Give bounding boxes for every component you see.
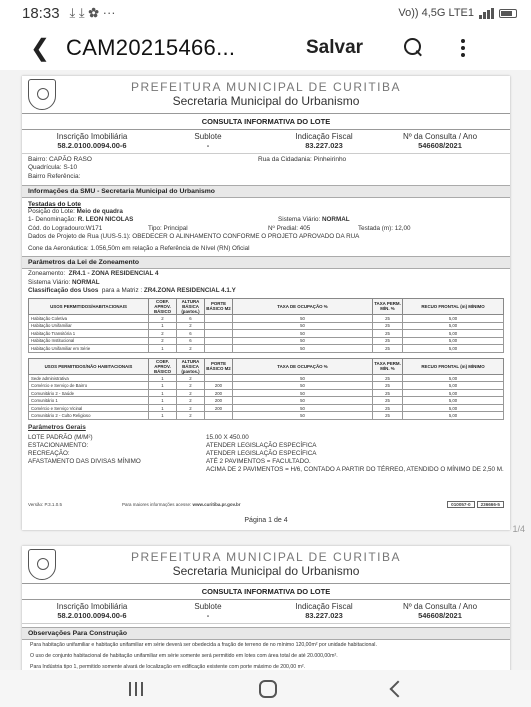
posicao-label: Posição do Lote: <box>28 207 75 215</box>
back-icon[interactable] <box>389 680 406 697</box>
table-cell: 25 <box>373 412 403 420</box>
table-cell: 6 <box>177 315 205 323</box>
search-icon[interactable] <box>403 37 425 59</box>
table-row <box>29 412 504 420</box>
classificacao-mid: para a Matriz : <box>101 287 143 295</box>
table-cell: 1 <box>149 412 177 420</box>
system-icons <box>398 7 517 19</box>
table-cell: 25 <box>373 330 403 338</box>
id-value: - <box>206 610 210 620</box>
table-row <box>29 345 504 353</box>
table-cell: 50 <box>233 382 373 390</box>
table-cell: 50 <box>233 404 373 412</box>
table-cell: Habitação Unifamiliar em Série <box>29 345 149 353</box>
id-label: Inscrição Imobiliária <box>56 602 128 611</box>
table-cell: 50 <box>233 397 373 405</box>
secretaria-heading: Secretaria Municipal do Urbanismo <box>172 564 360 578</box>
id-value: 83.227.023 <box>305 610 343 620</box>
table-cell: 50 <box>233 315 373 323</box>
table-cell: 50 <box>233 322 373 330</box>
sistema-viario-label: Sistema Viário: <box>278 216 321 224</box>
table-cell: 25 <box>373 315 403 323</box>
parametros-gerais <box>22 424 510 475</box>
param-value: ACIMA DE 2 PAVIMENTOS = H/6, CONTADO A PARTIR DO TÉRREO, ATENDIDO O MÍNIMO DE 2,50 M. <box>206 466 504 474</box>
table-cell: 1 <box>149 397 177 405</box>
table-header: TAXA PERM. MÍN. % <box>373 298 403 314</box>
denominacao-value: R. LEON NICOLAS <box>77 216 134 224</box>
param-key: ESTACIONAMENTO: <box>28 441 89 449</box>
versao: Versão: P.3.1.0.5 <box>28 502 62 507</box>
table-cell: 5,00 <box>403 404 504 412</box>
info-smu-title: Informações da SMU - Secretaria Municipal do Urbanismo <box>22 185 510 198</box>
table-cell: 200 <box>205 404 233 412</box>
rua-cidadania: Rua da Cidadania: Pinheirinho <box>258 155 347 163</box>
table-cell: 25 <box>373 404 403 412</box>
table-cell: 2 <box>177 412 205 420</box>
table-row <box>29 397 504 405</box>
app-bar <box>0 28 531 68</box>
id-value: 58.2.0100.0094.00-6 <box>57 140 127 150</box>
secretaria-heading: Secretaria Municipal do Urbanismo <box>172 94 360 108</box>
mais-info: Para maiores informações acesse: <box>121 502 192 507</box>
recent-apps-icon[interactable] <box>127 682 145 696</box>
param-value: ATENDER LEGISLAÇÃO ESPECÍFICA <box>206 449 317 457</box>
table-header: PORTE BÁSICO M2 <box>205 358 233 374</box>
back-arrow-icon[interactable]: ❮ <box>30 34 51 62</box>
table-row <box>29 337 504 345</box>
tipo: Tipo: Principal <box>148 224 188 232</box>
table-cell: 5,00 <box>403 345 504 353</box>
classificacao-value: ZR4.ZONA RESIDENCIAL 4.1.Y <box>143 287 236 295</box>
network-indicator: Vo)) 4,5G LTE1 <box>398 7 474 19</box>
document-title: CAM20215466... <box>66 35 236 60</box>
table-cell: 5,00 <box>403 315 504 323</box>
table-cell: 5,00 <box>403 389 504 397</box>
page-footer <box>22 501 510 508</box>
table-header: RECUO FRONTAL (m) MÍNIMO <box>403 298 504 314</box>
table-cell: Comunitário 1 <box>29 397 149 405</box>
table-row <box>29 322 504 330</box>
site-link[interactable]: www.curitiba.pr.gov.br <box>192 502 241 507</box>
table-header: ALTURA BÁSICA (pavtos.) <box>177 358 205 374</box>
parametros-title: Parâmetros da Lei de Zoneamento <box>22 256 510 269</box>
table-header: COEF. APROV. BÁSICO <box>149 358 177 374</box>
page-counter: 1/4 <box>512 524 525 534</box>
table-cell: 1 <box>149 322 177 330</box>
page-number: Página 1 de 4 <box>244 517 288 524</box>
obs-item: Para Indústria tipo 1, permitido somente alvará de localização em edificação existente com porte máximo de 200,00 m². <box>30 664 306 670</box>
table-cell: 2 <box>177 397 205 405</box>
table-cell: 1 <box>149 374 177 382</box>
denominacao-label: 1- Denominação: <box>28 216 76 224</box>
table-cell: 25 <box>373 389 403 397</box>
table-cell: Comércio e Serviço de Bairro <box>29 382 149 390</box>
table-header: COEF. APROV. BÁSICO <box>149 298 177 314</box>
table-cell: 50 <box>233 330 373 338</box>
id-row <box>22 600 510 624</box>
table-cell: 1 <box>149 345 177 353</box>
battery-icon <box>499 9 517 18</box>
table-cell: 50 <box>233 345 373 353</box>
testadas-title: Testadas do Lote <box>28 200 81 208</box>
table-cell: 25 <box>373 374 403 382</box>
sv-label: Sistema Viário: <box>28 278 71 286</box>
id-label: Sublote <box>194 602 222 611</box>
param-key: AFASTAMENTO DAS DIVISAS MÍNIMO <box>28 458 141 466</box>
bairro-referencia: Bairro Referência: <box>28 173 81 181</box>
table-cell: 5,00 <box>403 374 504 382</box>
table-row <box>29 382 504 390</box>
table-cell: Habitação Unifamiliar <box>29 322 149 330</box>
id-label: Nº da Consulta / Ano <box>402 132 478 141</box>
id-value: 546608/2021 <box>418 140 462 150</box>
table-cell: 25 <box>373 382 403 390</box>
table-header: TAXA PERM. MÍN. % <box>373 358 403 374</box>
table-cell: 1 <box>149 389 177 397</box>
signal-icon <box>479 8 494 19</box>
id-label: Inscrição Imobiliária <box>56 132 128 141</box>
table-header: TAXA DE OCUPAÇÃO % <box>233 358 373 374</box>
table-cell <box>205 315 233 323</box>
table-cell: 1 <box>149 382 177 390</box>
zoneamento-label: Zoneamento: <box>28 270 66 278</box>
posicao-value: Meio de quadra <box>76 207 123 215</box>
id-value: 58.2.0100.0094.00-6 <box>57 610 127 620</box>
obs-title: Observações Para Construção <box>22 627 510 640</box>
id-label: Nº da Consulta / Ano <box>402 602 478 611</box>
status-bar <box>0 0 531 26</box>
cod-logradouro: Cód. do Logradouro:W171 <box>28 224 103 232</box>
table-cell: 2 <box>177 404 205 412</box>
table-row <box>29 330 504 338</box>
table-cell: Habitação Coletiva <box>29 315 149 323</box>
table-cell <box>205 337 233 345</box>
id-row <box>22 130 510 154</box>
status-time: 18:33 <box>22 4 60 22</box>
bairro: Bairro: CAPÃO RASO <box>28 155 92 163</box>
page-header <box>22 76 510 114</box>
document-page-1 <box>22 76 510 530</box>
table-cell: 2 <box>177 389 205 397</box>
table-cell: 50 <box>233 389 373 397</box>
more-options-icon[interactable] <box>461 39 467 57</box>
sv-value: NORMAL <box>71 278 100 286</box>
table-cell: 6 <box>177 330 205 338</box>
usos-nao-habitacionais-table <box>28 358 504 420</box>
table-header: USOS PERMITIDOS/NÃO HABITACIONAIS <box>29 358 149 374</box>
sistema-viario-value: NORMAL <box>321 216 350 224</box>
table-cell: 2 <box>149 337 177 345</box>
notification-icons: ⤓ ⤓ ✿ ··· <box>69 5 116 20</box>
save-button[interactable]: Salvar <box>306 37 364 58</box>
document-page-2 <box>22 546 510 670</box>
dados-projeto-rua: Dados de Projeto de Rua (UUS-5.1): OBEDECER O ALINHAMENTO CONFORME O PROJETO APROVADO DA RUA <box>28 233 360 241</box>
table-cell: 2 <box>149 315 177 323</box>
table-cell: Sede administrativa <box>29 374 149 382</box>
id-label: Indicação Fiscal <box>295 132 353 141</box>
consulta-title: CONSULTA INFORMATIVA DO LOTE <box>22 114 510 130</box>
table-cell: 5,00 <box>403 382 504 390</box>
quadricula: Quadrícula: S-10 <box>28 164 78 172</box>
page-header <box>22 546 510 584</box>
table-cell: 2 <box>177 345 205 353</box>
table-cell: 5,00 <box>403 322 504 330</box>
obs-item: Para habitação unifamiliar e habitação unifamiliar em série deverá ser obedecida a fração de terreno de no mínimo 120,00m² por unidade habitacional. <box>30 641 377 648</box>
table-cell: 200 <box>205 397 233 405</box>
table-cell: 2 <box>177 382 205 390</box>
table-cell <box>205 322 233 330</box>
id-value: 546608/2021 <box>418 610 462 620</box>
table-cell: 2 <box>149 330 177 338</box>
table-row <box>29 389 504 397</box>
table-cell: Comércio e Serviço Vicinal <box>29 404 149 412</box>
prefeitura-heading: PREFEITURA MUNICIPAL DE CURITIBA <box>130 80 402 94</box>
table-cell <box>205 374 233 382</box>
table-cell: 200 <box>205 382 233 390</box>
numero-predial: Nº Predial: 405 <box>268 224 311 232</box>
table-row <box>29 315 504 323</box>
table-cell: 5,00 <box>403 412 504 420</box>
table-header: PORTE BÁSICO M2 <box>205 298 233 314</box>
table-cell: Habitação Institucional <box>29 337 149 345</box>
table-cell: 25 <box>373 337 403 345</box>
params-title: Parâmetros Gerais <box>28 423 86 431</box>
table-cell: 2 <box>177 374 205 382</box>
table-cell: 50 <box>233 337 373 345</box>
usos-habitacionais-table <box>28 298 504 353</box>
table-cell: 5,00 <box>403 330 504 338</box>
param-value: 15.00 X 450.00 <box>206 433 249 441</box>
classificacao-label: Classificação dos Usos <box>28 287 99 295</box>
table-cell: 6 <box>177 337 205 345</box>
table-header: TAXA DE OCUPAÇÃO % <box>233 298 373 314</box>
consulta-title: CONSULTA INFORMATIVA DO LOTE <box>22 584 510 600</box>
table-cell: 25 <box>373 397 403 405</box>
table-cell: Comunitário 2 - Saúde <box>29 389 149 397</box>
table-cell: 2 <box>177 322 205 330</box>
table-cell: 5,00 <box>403 337 504 345</box>
table-cell: Comunitário 2 - Culto Religioso <box>29 412 149 420</box>
table-cell <box>205 412 233 420</box>
zoneamento-value: ZR4.1 - ZONA RESIDENCIAL 4 <box>68 270 159 278</box>
param-key: LOTE PADRÃO (M/M²) <box>28 433 93 441</box>
table-cell: 50 <box>233 374 373 382</box>
code-box: 236666-5 <box>477 501 504 508</box>
table-cell: Habitação Transitória 1 <box>29 330 149 338</box>
param-key: RECREAÇÃO: <box>28 449 70 457</box>
table-header: RECUO FRONTAL (m) MÍNIMO <box>403 358 504 374</box>
table-cell: 25 <box>373 345 403 353</box>
home-icon[interactable] <box>259 680 277 698</box>
prefeitura-heading: PREFEITURA MUNICIPAL DE CURITIBA <box>130 550 402 564</box>
code-box: 010057-0 <box>447 501 474 508</box>
id-value: - <box>206 140 210 150</box>
cone-aeronautica: Cone da Aeronáutica: 1.056,50m em relação a Referência de Nível (RN) Oficial <box>28 244 250 252</box>
table-row <box>29 374 504 382</box>
obs-item: O uso de conjunto habitacional de habitação unifamiliar em série somente será permitido em lotes com área total de até 20.000,00m². <box>30 652 338 659</box>
table-header: USOS PERMITIDOS/HABITACIONAIS <box>29 298 149 314</box>
param-value: ATÉ 2 PAVIMENTOS = FACULTADO. <box>206 458 311 466</box>
table-cell <box>205 330 233 338</box>
table-cell: 25 <box>373 322 403 330</box>
id-label: Indicação Fiscal <box>295 602 353 611</box>
table-cell <box>205 345 233 353</box>
table-cell: 200 <box>205 389 233 397</box>
system-nav-bar <box>0 670 531 707</box>
id-value: 83.227.023 <box>305 140 343 150</box>
table-cell: 50 <box>233 412 373 420</box>
param-value: ATENDER LEGISLAÇÃO ESPECÍFICA <box>206 441 317 449</box>
table-header: ALTURA BÁSICA (pavtos.) <box>177 298 205 314</box>
table-cell: 5,00 <box>403 397 504 405</box>
table-row <box>29 404 504 412</box>
id-label: Sublote <box>194 132 222 141</box>
document-viewer[interactable] <box>0 70 531 670</box>
param-key <box>28 466 206 474</box>
testada: Testada (m): 12,00 <box>358 224 411 232</box>
table-cell: 1 <box>149 404 177 412</box>
